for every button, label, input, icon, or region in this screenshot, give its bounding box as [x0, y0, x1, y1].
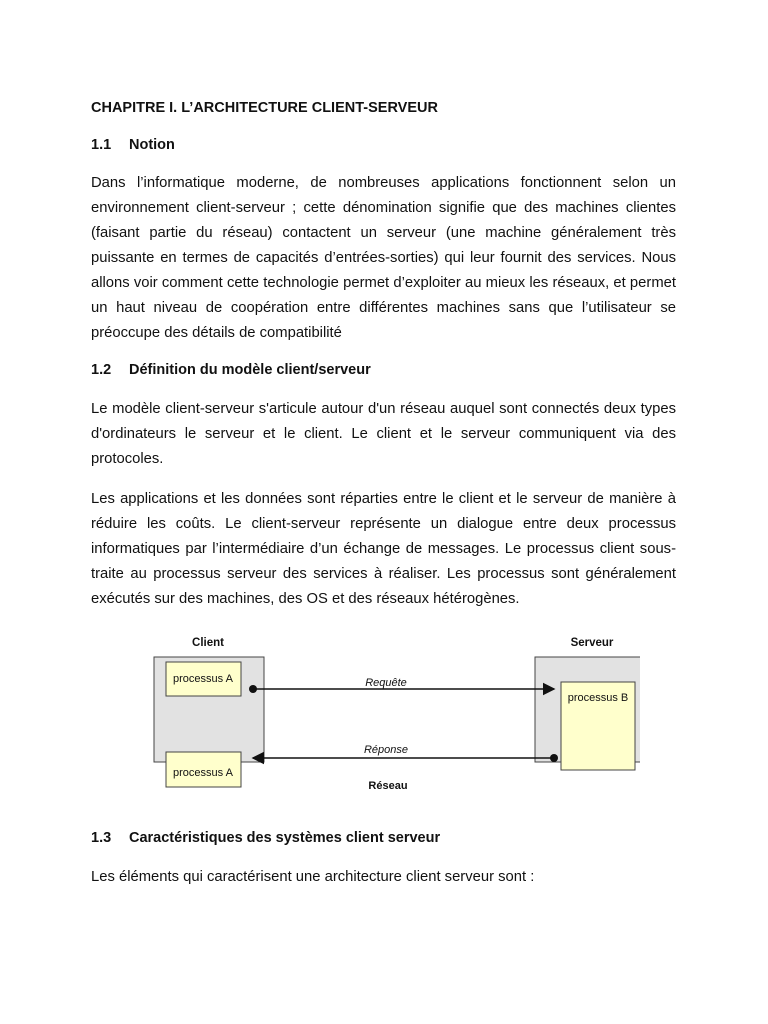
- section-number: 1.1: [91, 137, 112, 153]
- section-title: Notion: [129, 137, 175, 153]
- section-heading-1-3: [91, 830, 440, 846]
- paragraph-notion: Dans l’informatique moderne, de nombreuses applications fonctionnent selon un environnement client-serveur ; cette dénomination signifie que des machines clientes (faisant partie du réseau) contactent un serveur (une machine généralement très puissante en termes de capacités d’entrées-sorties) qui leur fournit des services. Nous allons voir comment cette technologie permet d’exploiter au mieux les réseaux, et permet un haut niveau de coopération entre différentes machines sans que l’utilisateur se préoccupe des détails de compatibilité: [91, 175, 676, 341]
- section-heading-1-1: [91, 137, 175, 153]
- request-label: Requête: [365, 677, 407, 689]
- server-label: Serveur: [570, 637, 614, 649]
- paragraph-applications: Les applications et les données sont réparties entre le client et le serveur de manière à réduire les coûts. Le client-serveur représente un dialogue entre deux processus informatiques par l’intermédiaire d’un échange de messages. Le processus client sous-traite au processus serveur des services à réaliser. Les processus sont généralement exécutés sur des machines, des OS et des réseaux hétérogènes.: [91, 491, 676, 607]
- chapter-title: CHAPITRE I. L’ARCHITECTURE CLIENT-SERVEUR: [91, 100, 438, 116]
- section-number: 1.2: [91, 362, 112, 378]
- paragraph-elements: Les éléments qui caractérisent une architecture client serveur sont :: [91, 869, 535, 885]
- client-label: Client: [192, 637, 224, 649]
- client-server-diagram: [150, 630, 640, 800]
- paragraph-definition: Le modèle client-serveur s'articule autour d'un réseau auquel sont connectés deux types d'ordinateurs le serveur et le client. Le client et le serveur communiquent via des protocoles.: [91, 401, 676, 467]
- section-title: Caractéristiques des systèmes client serveur: [129, 830, 441, 846]
- network-label: Réseau: [368, 780, 408, 792]
- response-label: Réponse: [363, 744, 409, 756]
- client-process-bottom-label: processus A: [173, 767, 233, 779]
- section-number: 1.3: [91, 830, 112, 846]
- server-process-label: processus B: [567, 692, 629, 704]
- section-title: Définition du modèle client/serveur: [129, 362, 371, 378]
- client-process-top-label: processus A: [173, 673, 233, 685]
- section-heading-1-2: [91, 362, 371, 378]
